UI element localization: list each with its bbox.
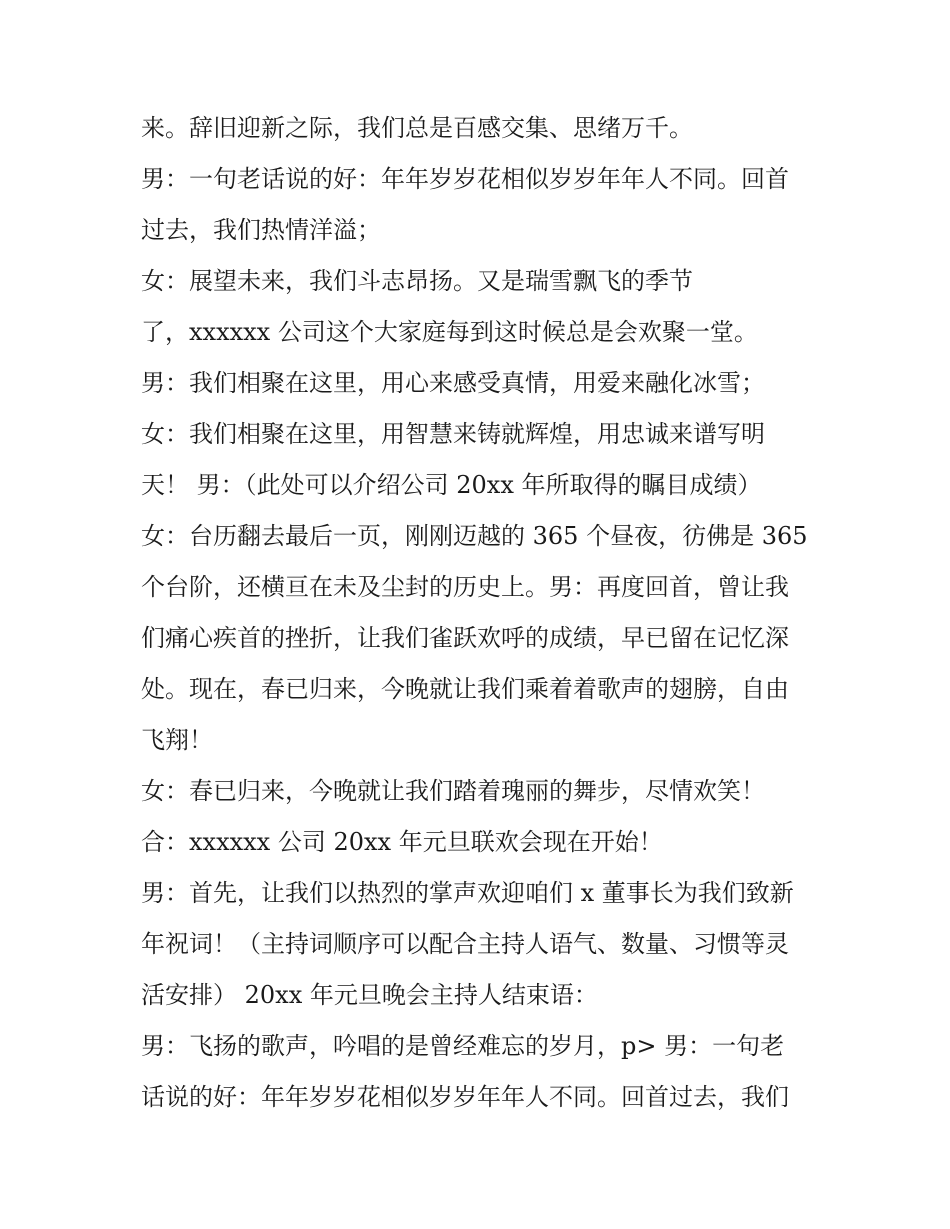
text-line-3: 过去，我们热情洋溢；	[141, 216, 381, 244]
text-line-4: 女：展望未来，我们斗志昂扬。又是瑞雪飘飞的季节	[141, 267, 693, 295]
text-line-5: 了，xxxxxx 公司这个大家庭每到这时候总是会欢聚一堂。	[141, 318, 758, 346]
text-line-10: 个台阶，还横亘在未及尘封的历史上。男：再度回首，曾让我	[141, 573, 789, 601]
text-line-1: 来。辞旧迎新之际，我们总是百感交集、思绪万千。	[141, 114, 693, 142]
text-line-17: 年祝词！（主持词顺序可以配合主持人语气、数量、习惯等灵	[141, 930, 789, 958]
text-line-7: 女：我们相聚在这里，用智慧来铸就辉煌，用忠诚来谱写明	[141, 420, 765, 448]
text-line-12: 处。现在，春已归来，今晚就让我们乘着着歌声的翅膀，自由	[141, 675, 789, 703]
text-line-20: 话说的好：年年岁岁花相似岁岁年年人不同。回首过去，我们	[141, 1083, 789, 1111]
document-body	[141, 103, 821, 1123]
text-line-11: 们痛心疾首的挫折，让我们雀跃欢呼的成绩，早已留在记忆深	[141, 624, 789, 652]
text-line-6: 男：我们相聚在这里，用心来感受真情，用爱来融化冰雪；	[141, 369, 765, 397]
text-line-15: 合：xxxxxx 公司 20xx 年元旦联欢会现在开始！	[141, 828, 663, 856]
text-line-18: 活安排） 20xx 年元旦晚会主持人结束语：	[141, 981, 598, 1009]
text-line-8: 天！ 男：（此处可以介绍公司 20xx 年所取得的瞩目成绩）	[141, 471, 762, 499]
text-line-16: 男：首先，让我们以热烈的掌声欢迎咱们 x 董事长为我们致新	[141, 879, 794, 907]
text-line-19: 男：飞扬的歌声，吟唱的是曾经难忘的岁月，p> 男：一句老	[141, 1032, 785, 1060]
text-line-2: 男：一句老话说的好：年年岁岁花相似岁岁年年人不同。回首	[141, 165, 789, 193]
text-line-14: 女：春已归来，今晚就让我们踏着瑰丽的舞步，尽情欢笑！	[141, 777, 765, 805]
text-line-9: 女：台历翻去最后一页，刚刚迈越的 365 个昼夜，彷佛是 365	[141, 522, 808, 550]
text-line-13: 飞翔！	[141, 726, 213, 754]
